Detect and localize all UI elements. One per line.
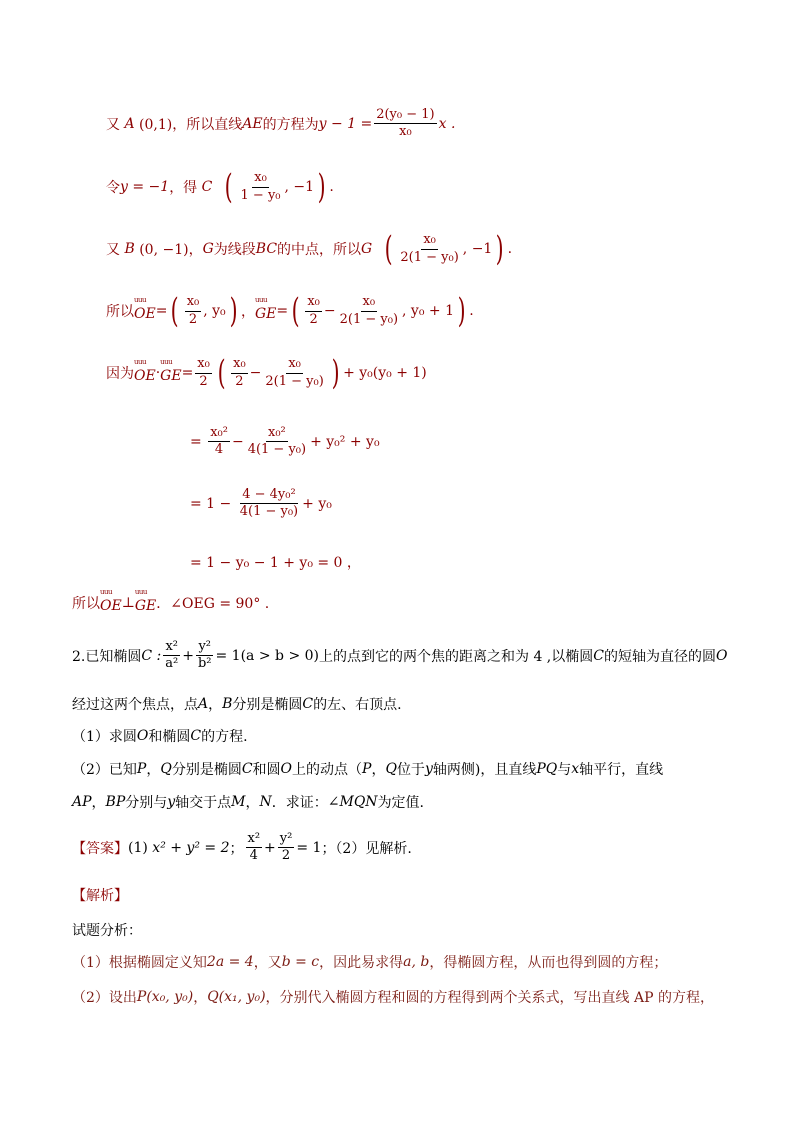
fraction: $\frac{\text{2(y₀ − 1)}}{\text{x₀}}$ <box>376 107 435 140</box>
problem-2-part-2: （2）已知 P ， Q 分别是椭圆 C 和圆 O 上的动点（ P ， Q 位于 y 轴两侧)，且直线 PQ 与 x 轴平行，直线 <box>72 761 664 778</box>
line-conclusion: 所以 uuu OE ⊥ uuu GE ．∠OEG = 90° . <box>72 592 269 614</box>
fraction: $\frac{\text{x₀}}{2}$ <box>197 356 210 389</box>
fraction: $\frac{\text{x₀}}{2}$ <box>307 294 320 327</box>
fraction: $\frac{\text{x₀}}{\text{2(1 − y₀)}}$ <box>265 356 324 389</box>
fraction: $\frac{\text{x₀}}{2}$ <box>233 356 246 389</box>
line-dot-product: 因为 uuu OE · uuu GE = $\frac{\text{x₀}}{2}$ ( $\frac{\text{x₀}}{2}$ − $\frac{\text{x₀}}{\text{2(1 − y₀)}}$ ) + y₀(y₀ + 1) <box>106 356 427 390</box>
fraction: $\frac{\text{x²}}{\text{a²}}$ <box>165 639 179 672</box>
fraction: $\frac{\text{x₀}}{\text{2(1 − y₀)}}$ <box>339 294 399 327</box>
analysis-step-1: （1）根据椭圆定义知 2a = 4 ，又 b = c ，因此易求得 a, b ，得椭圆方程，从而也得到圆的方程； <box>72 954 668 971</box>
fraction: $\frac{\text{x₀²}}{4}$ <box>210 425 228 458</box>
analysis-step-2: （2）设出 P(x₀, y₀) ， Q(x₁, y₀) ，分别代入椭圆方程和圆的方程得到两个关系式，写出直线 AP 的方程， <box>72 989 714 1006</box>
line-point-g: 又 B (0, −1)， G 为线段 BC 的中点，所以 G ( $\frac{\text{x₀}}{\text{2(1 − y₀)}}$ , −1 ) . <box>106 229 513 269</box>
fraction: $\frac{\text{x²}}{4}$ <box>247 831 261 864</box>
line-point-c: 令 y = −1 ，得 C ( $\frac{\text{x₀}}{\text{1 − y₀}}$ , −1 ) . <box>106 167 334 207</box>
fraction: $\frac{\text{y²}}{\text{b²}}$ <box>197 639 212 672</box>
line-step-1: = $\frac{\text{x₀²}}{4}$ − $\frac{\text{x₀²}}{\text{4(1 − y₀)}}$ + y₀² + y₀ <box>190 425 380 458</box>
problem-2-line-2: 经过这两个焦点，点 A ， B 分别是椭圆 C 的左、右顶点. <box>72 696 402 713</box>
fraction: $\frac{\text{x₀}}{2}$ <box>186 294 200 327</box>
line-step-3: = 1 − y₀ − 1 + y₀ = 0 ， <box>190 555 361 571</box>
analysis-tag: 【解析】 <box>72 888 128 904</box>
problem-2-part-1: （1）求圆 O 和椭圆 C 的方程. <box>72 728 248 745</box>
fraction: $\frac{\text{4 − 4y₀²}}{\text{4(1 − y₀)}}$ <box>239 487 299 520</box>
analysis-intro: 试题分析： <box>72 923 142 939</box>
fraction: $\frac{\text{x₀}}{\text{1 − y₀}}$ <box>240 170 281 203</box>
line-vectors: 所以 uuu OE = ( $\frac{\text{x₀}}{2}$ , y₀ ) ， uuu GE = ( $\frac{\text{x₀}}{2}$ − $\frac{\text{x₀}}{\text{2(1 − y₀)}}$ , y₀ + 1 ) . <box>106 294 474 328</box>
fraction: $\frac{\text{y²}}{2}$ <box>279 831 293 864</box>
fraction: $\frac{\text{x₀}}{\text{2(1 − y₀)}}$ <box>400 232 459 265</box>
line-ae-equation: 又 A (0,1)，所以直线 AE 的方程为 y − 1 = $\frac{\text{2(y₀ − 1)}}{\text{x₀}}$ x . <box>106 107 456 140</box>
answer-line: 【答案】 (1) x² + y² = 2 ； $\frac{\text{x²}}{4}$ + $\frac{\text{y²}}{2}$ = 1 ；（2）见解析. <box>72 831 412 864</box>
problem-2-statement: 2.已知椭圆 C : $\frac{\text{x²}}{\text{a²}}$ + $\frac{\text{y²}}{\text{b²}}$ = 1(a > b > 0) 上的点到它的两个焦的距离之和为 4 ,以椭圆 C 的短轴为直径的圆 O <box>72 639 728 672</box>
fraction: $\frac{\text{x₀²}}{\text{4(1 − y₀)}}$ <box>247 425 307 458</box>
line-step-2: = 1 − $\frac{\text{4 − 4y₀²}}{\text{4(1 − y₀)}}$ + y₀ <box>190 487 332 520</box>
problem-2-part-2-cont: AP ， BP 分别与 y 轴交于点 M ， N ．求证： ∠MQN 为定值. <box>72 794 425 811</box>
answer-tag: 【答案】 <box>72 840 128 857</box>
